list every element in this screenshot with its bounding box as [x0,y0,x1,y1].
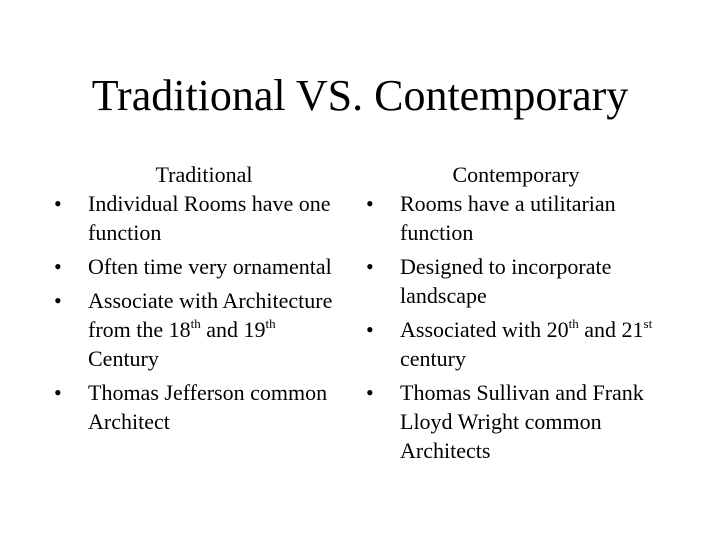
traditional-column [52,160,352,441]
bullet-dot-icon: • [366,191,374,216]
bullet-dot-icon: • [54,288,62,313]
bullet-text: Associated with 20 [400,317,569,342]
bullet-dot-icon: • [366,317,374,342]
bullet-dot-icon: • [366,380,374,405]
superscript-text: th [190,316,201,331]
bullet-item [52,252,352,281]
slide-title: Traditional VS. Contemporary [91,71,629,120]
bullet-item [364,189,664,247]
bullet-item [364,252,664,310]
contemporary-column [364,160,664,470]
bullet-item [52,189,352,247]
bullet-item [52,378,352,436]
bullet-text: Designed to incorporate landscape [400,254,612,308]
bullet-item [364,378,664,465]
bullet-item [364,315,664,373]
superscript-text: st [643,316,653,331]
bullet-list [364,189,664,465]
column-heading: Traditional [155,162,253,187]
bullet-text: Associate with Architecture from the 18 [88,288,333,342]
bullet-text: and 19 [200,317,266,342]
bullet-text: Often time very ornamental [88,254,332,279]
bullet-text: century [400,346,466,371]
bullet-text: Rooms have a utilitarian function [400,191,616,245]
bullet-dot-icon: • [54,380,62,405]
superscript-text: th [568,316,579,331]
bullet-item [52,286,352,373]
bullet-text: Thomas Jefferson common Architect [88,380,328,434]
bullet-text: Thomas Sullivan and Frank Lloyd Wright common Architects [400,380,644,463]
bullet-dot-icon: • [366,254,374,279]
bullet-dot-icon: • [54,254,62,279]
column-heading: Contemporary [452,162,580,187]
bullet-list [52,189,352,436]
superscript-text: th [265,316,276,331]
bullet-dot-icon: • [54,191,62,216]
bullet-text: Century [88,346,159,371]
bullet-text: and 21 [578,317,644,342]
bullet-text: Individual Rooms have one function [88,191,331,245]
